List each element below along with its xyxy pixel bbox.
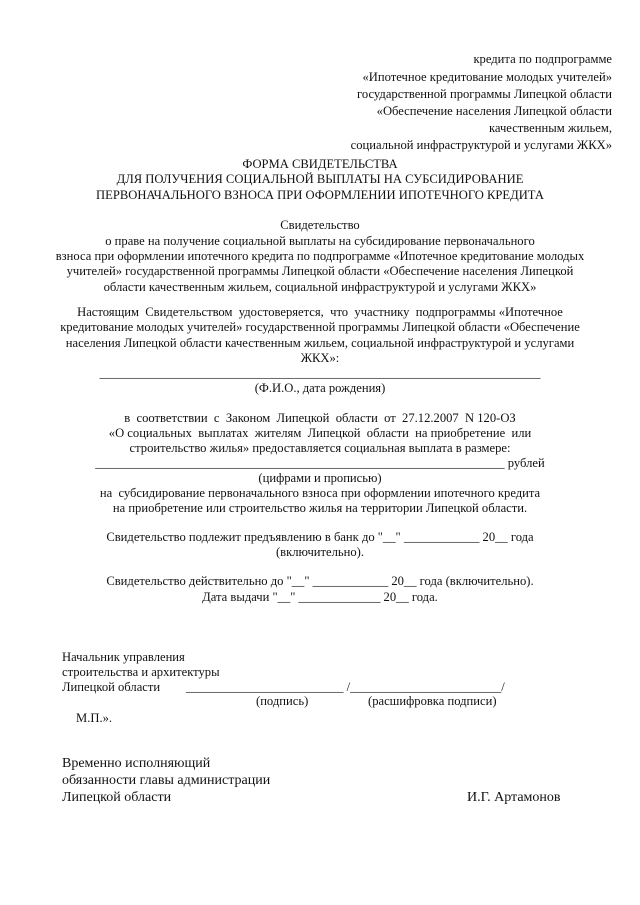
- form-title-line: ДЛЯ ПОЛУЧЕНИЯ СОЦИАЛЬНОЙ ВЫПЛАТЫ НА СУБСИДИРОВАНИЕ: [116, 172, 524, 186]
- validity-line: Свидетельство действительно до "__" ____________ 20__ года (включительно).: [106, 574, 534, 588]
- body-paragraph-line: строительство жилья» предоставляется социальная выплата в размере:: [129, 441, 511, 455]
- signer-title-line: Начальник управления: [62, 650, 185, 664]
- header-right-line: государственной программы Липецкой области: [357, 87, 612, 101]
- certificate-subtitle-line: области качественным жильем, социальной инфраструктурой и услугами ЖКХ»: [103, 280, 537, 294]
- header-right-line: кредита по подпрограмме: [473, 52, 612, 66]
- form-title-line: ФОРМА СВИДЕТЕЛЬСТВА: [242, 157, 398, 171]
- certificate-subtitle-line: учителей» государственной программы Липецкой области «Обеспечение населения Липецкой: [66, 264, 574, 278]
- body-paragraph-line: в соответствии с Законом Липецкой области от 27.12.2007 N 120-ОЗ: [124, 411, 516, 425]
- amount-caption: (цифрами и прописью): [258, 471, 382, 485]
- signer-title-line: строительства и архитектуры: [62, 665, 220, 679]
- signer-title-line: Липецкой области: [62, 680, 161, 694]
- body-paragraph-line: Настоящим Свидетельством удостоверяется, что участнику подпрограммы «Ипотечное: [77, 305, 563, 319]
- signature-blank-lines: _________________________ /________________________/: [186, 680, 505, 694]
- certificate-subtitle-line: взноса при оформлении ипотечного кредита по подпрограмме «Ипотечное кредитование молодых: [55, 249, 585, 263]
- footer-signer-name: И.Г. Артамонов: [467, 790, 561, 805]
- body-paragraph-line: «О социальных выплатах жителям Липецкой области на приобретение или: [108, 426, 532, 440]
- footer-title-line: Липецкой области: [62, 790, 172, 805]
- body-paragraph-line: кредитование молодых учителей» государственной программы Липецкой области «Обеспечение: [60, 320, 580, 334]
- bank-deadline-line: Свидетельство подлежит предъявлению в банк до "__" ____________ 20__ года: [106, 530, 534, 544]
- bank-deadline-line: (включительно).: [275, 545, 365, 559]
- header-right-line: качественным жильем,: [488, 121, 612, 135]
- body-paragraph-line: на приобретение или строительство жилья на территории Липецкой области.: [112, 501, 528, 515]
- body-paragraph-line: населения Липецкой области качественным жильем, социальной инфраструктурой и услугами: [65, 336, 575, 350]
- certificate-subtitle-line: о праве на получение социальной выплаты на субсидирование первоначального: [105, 234, 535, 248]
- footer-title-line: обязанности главы администрации: [62, 773, 271, 788]
- header-right-line: «Обеспечение населения Липецкой области: [376, 104, 612, 118]
- amount-blank-line: _________________________________________________________________ рублей: [95, 456, 545, 470]
- body-paragraph-line: на субсидирование первоначального взноса при оформлении ипотечного кредита: [99, 486, 541, 500]
- signature-caption: (подпись): [256, 694, 309, 708]
- issue-date-line: Дата выдачи "__" _____________ 20__ года.: [202, 590, 438, 604]
- certificate-heading: Свидетельство: [280, 218, 360, 232]
- stamp-place: М.П.».: [76, 711, 113, 725]
- form-title-line: ПЕРВОНАЧАЛЬНОГО ВЗНОСА ПРИ ОФОРМЛЕНИИ ИПОТЕЧНОГО КРЕДИТА: [96, 188, 544, 202]
- header-right-line: социальной инфраструктурой и услугами ЖКХ»: [350, 138, 612, 152]
- body-paragraph-line: ЖКХ»:: [300, 351, 340, 365]
- footer-title-line: Временно исполняющий: [62, 756, 211, 771]
- signature-decode-caption: (расшифровка подписи): [368, 694, 497, 708]
- fio-blank-line: ______________________________________________________________________: [99, 366, 541, 380]
- fio-caption: (Ф.И.О., дата рождения): [254, 381, 386, 395]
- header-right-line: «Ипотечное кредитование молодых учителей»: [362, 70, 612, 84]
